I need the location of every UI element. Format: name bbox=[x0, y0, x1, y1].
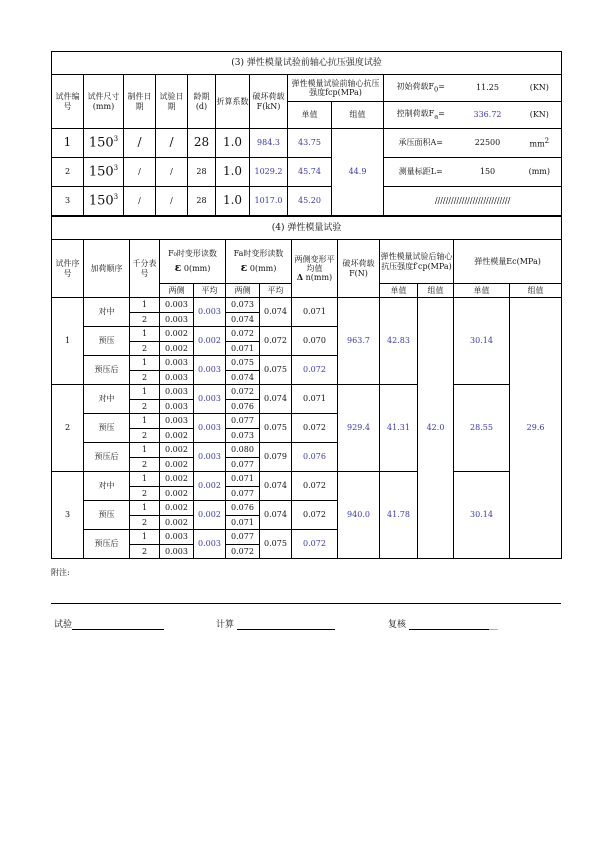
header-group: 组值 bbox=[510, 284, 562, 298]
fa-average: 0.074 bbox=[260, 472, 292, 501]
header-specimen-seq: 试件序号 bbox=[52, 240, 84, 298]
hatch-cell: //////////////////////////// bbox=[384, 187, 562, 216]
f0-reading: 0.002 bbox=[160, 472, 194, 487]
fa-reading: 0.074 bbox=[226, 312, 260, 327]
header-load: 破坏荷载F(kN) bbox=[250, 75, 288, 129]
header-factor: 折算系数 bbox=[216, 75, 250, 129]
post-strength-single: 42.83 bbox=[380, 298, 418, 385]
f0-reading: 0.003 bbox=[160, 298, 194, 313]
header-single: 单值 bbox=[288, 102, 332, 129]
init-load-unit: (KN) bbox=[518, 75, 562, 102]
calc-signature: 计算 bbox=[216, 617, 335, 630]
fa-reading: 0.072 bbox=[226, 385, 260, 400]
section4-body bbox=[52, 298, 562, 559]
header-load-seq: 加荷顺序 bbox=[84, 240, 130, 298]
f0-reading: 0.002 bbox=[160, 457, 194, 472]
f0-average: 0.002 bbox=[194, 501, 226, 530]
stage-name: 对中 bbox=[84, 472, 130, 501]
dial-no: 1 bbox=[130, 298, 160, 313]
header-size: 试件尺寸(mm) bbox=[84, 75, 124, 129]
f0-reading: 0.002 bbox=[160, 515, 194, 530]
fa-reading: 0.073 bbox=[226, 298, 260, 313]
table-row bbox=[52, 187, 562, 216]
dial-no: 1 bbox=[130, 501, 160, 516]
dial-no: 2 bbox=[130, 457, 160, 472]
row-factor: 1.0 bbox=[216, 129, 250, 158]
f0-average: 0.003 bbox=[194, 530, 226, 559]
fa-average: 0.075 bbox=[260, 414, 292, 443]
dial-no: 1 bbox=[130, 385, 160, 400]
fa-reading: 0.077 bbox=[226, 486, 260, 501]
specimen-no: 2 bbox=[52, 385, 84, 472]
row-single: 45.74 bbox=[288, 158, 332, 187]
header-avg: 平均 bbox=[194, 284, 226, 298]
f0-reading: 0.003 bbox=[160, 414, 194, 429]
stage-name: 对中 bbox=[84, 298, 130, 327]
f0-reading: 0.003 bbox=[160, 370, 194, 385]
f0-average: 0.003 bbox=[194, 443, 226, 472]
header-both-sides: 两侧 bbox=[226, 284, 260, 298]
modulus-single: 28.55 bbox=[454, 385, 510, 472]
f0-reading: 0.002 bbox=[160, 327, 194, 342]
dial-no: 2 bbox=[130, 515, 160, 530]
table-row bbox=[52, 158, 562, 187]
header-dial: 千分表号 bbox=[130, 240, 160, 298]
report-sheet bbox=[51, 51, 561, 559]
fa-reading: 0.072 bbox=[226, 327, 260, 342]
f0-reading: 0.003 bbox=[160, 530, 194, 545]
row-load: 984.3 bbox=[250, 129, 288, 158]
header-delta: 两侧变形平均值 Δ n(mm) bbox=[292, 240, 338, 298]
note-label: 附注: bbox=[51, 568, 70, 577]
header-test-date: 试验日期 bbox=[156, 75, 188, 129]
f0-reading: 0.003 bbox=[160, 544, 194, 559]
stage-name: 预压 bbox=[84, 414, 130, 443]
dial-no: 1 bbox=[130, 414, 160, 429]
failure-load: 963.7 bbox=[338, 298, 380, 385]
delta-average: 0.072 bbox=[292, 472, 338, 501]
header-avg: 平均 bbox=[260, 284, 292, 298]
row-test: / bbox=[156, 158, 188, 187]
modulus-single: 30.14 bbox=[454, 298, 510, 385]
ctrl-load-unit: (KN) bbox=[518, 102, 562, 129]
fa-reading: 0.074 bbox=[226, 370, 260, 385]
delta-average: 0.072 bbox=[292, 530, 338, 559]
dial-no: 2 bbox=[130, 399, 160, 414]
f0-average: 0.003 bbox=[194, 385, 226, 414]
stage-name: 预压后 bbox=[84, 356, 130, 385]
row-size: $150^3$ bbox=[84, 158, 124, 187]
row-made: / bbox=[124, 158, 156, 187]
row-age: 28 bbox=[188, 129, 216, 158]
fa-reading: 0.072 bbox=[226, 544, 260, 559]
fa-reading: 0.076 bbox=[226, 399, 260, 414]
row-test: / bbox=[156, 187, 188, 216]
header-made-date: 制件日期 bbox=[124, 75, 156, 129]
delta-average: 0.072 bbox=[292, 414, 338, 443]
stage-name: 预压后 bbox=[84, 530, 130, 559]
failure-load: 929.4 bbox=[338, 385, 380, 472]
f0-average: 0.002 bbox=[194, 327, 226, 356]
row-age: 28 bbox=[188, 187, 216, 216]
header-modulus: 弹性模量Ec(MPa) bbox=[454, 240, 562, 284]
delta-average: 0.071 bbox=[292, 385, 338, 414]
post-strength-single: 41.31 bbox=[380, 385, 418, 472]
f0-reading: 0.002 bbox=[160, 501, 194, 516]
fa-reading: 0.071 bbox=[226, 341, 260, 356]
stage-name: 预压后 bbox=[84, 443, 130, 472]
row-size: $150^3$ bbox=[84, 187, 124, 216]
gauge-value: 150 bbox=[458, 158, 518, 187]
group-strength: 44.9 bbox=[332, 129, 384, 216]
f0-reading: 0.003 bbox=[160, 356, 194, 371]
fa-reading: 0.076 bbox=[226, 501, 260, 516]
dial-no: 1 bbox=[130, 530, 160, 545]
row-age: 28 bbox=[188, 158, 216, 187]
header-strength: 弹性模量试验前轴心抗压强度fcp(MPa) bbox=[288, 75, 384, 102]
ctrl-load-value: 336.72 bbox=[458, 102, 518, 129]
delta-average: 0.070 bbox=[292, 327, 338, 356]
specimen-no: 1 bbox=[52, 298, 84, 385]
section3-table bbox=[51, 51, 562, 216]
fa-reading: 0.073 bbox=[226, 428, 260, 443]
dial-no: 2 bbox=[130, 428, 160, 443]
fa-average: 0.075 bbox=[260, 530, 292, 559]
fa-reading: 0.077 bbox=[226, 414, 260, 429]
f0-average: 0.003 bbox=[194, 298, 226, 327]
fa-reading: 0.071 bbox=[226, 472, 260, 487]
dial-no: 2 bbox=[130, 341, 160, 356]
gauge-unit: (mm) bbox=[518, 158, 562, 187]
f0-average: 0.002 bbox=[194, 472, 226, 501]
fa-reading: 0.077 bbox=[226, 457, 260, 472]
fa-average: 0.074 bbox=[260, 501, 292, 530]
stage-name: 预压 bbox=[84, 501, 130, 530]
row-load: 1029.2 bbox=[250, 158, 288, 187]
header-group: 组值 bbox=[332, 102, 384, 129]
dial-no: 2 bbox=[130, 370, 160, 385]
f0-reading: 0.002 bbox=[160, 486, 194, 501]
table-row bbox=[52, 298, 562, 313]
post-strength-group: 42.0 bbox=[418, 298, 454, 559]
init-load-label: 初始荷载$F_0=$ bbox=[384, 75, 458, 102]
fa-average: 0.074 bbox=[260, 298, 292, 327]
row-single: 43.75 bbox=[288, 129, 332, 158]
failure-load: 940.0 bbox=[338, 472, 380, 559]
ctrl-load-label: 控制荷载$F_a=$ bbox=[384, 102, 458, 129]
review-signature: 复核 __ bbox=[388, 620, 498, 630]
dial-no: 2 bbox=[130, 312, 160, 327]
row-factor: 1.0 bbox=[216, 158, 250, 187]
fa-average: 0.075 bbox=[260, 356, 292, 385]
header-age: 龄期(d) bbox=[188, 75, 216, 129]
dial-no: 1 bbox=[130, 443, 160, 458]
row-no: 1 bbox=[52, 129, 84, 158]
tester-signature: 试验 bbox=[54, 617, 164, 630]
area-unit: mm2 bbox=[518, 129, 562, 158]
table-row bbox=[52, 472, 562, 487]
row-factor: 1.0 bbox=[216, 187, 250, 216]
header-specimen-no: 试件编号 bbox=[52, 75, 84, 129]
post-strength-single: 41.78 bbox=[380, 472, 418, 559]
f0-reading: 0.003 bbox=[160, 312, 194, 327]
dial-no: 1 bbox=[130, 327, 160, 342]
f0-reading: 0.002 bbox=[160, 341, 194, 356]
header-both-sides: 两侧 bbox=[160, 284, 194, 298]
table-row bbox=[52, 385, 562, 400]
header-group: 组值 bbox=[418, 284, 454, 298]
fa-average: 0.079 bbox=[260, 443, 292, 472]
row-test: / bbox=[156, 129, 188, 158]
stage-name: 预压 bbox=[84, 327, 130, 356]
footer-rule bbox=[51, 603, 561, 604]
header-single: 单值 bbox=[454, 284, 510, 298]
stage-name: 对中 bbox=[84, 385, 130, 414]
f0-reading: 0.003 bbox=[160, 399, 194, 414]
section4-table bbox=[51, 216, 562, 559]
row-size: $150^3$ bbox=[84, 129, 124, 158]
row-made: / bbox=[124, 187, 156, 216]
delta-average: 0.072 bbox=[292, 501, 338, 530]
header-f0-read: F₀时变形读数 ε 0(mm) bbox=[160, 240, 226, 284]
fa-reading: 0.075 bbox=[226, 356, 260, 371]
header-single: 单值 bbox=[380, 284, 418, 298]
f0-reading: 0.003 bbox=[160, 385, 194, 400]
f0-reading: 0.002 bbox=[160, 428, 194, 443]
dial-no: 2 bbox=[130, 486, 160, 501]
f0-average: 0.003 bbox=[194, 356, 226, 385]
area-value: 22500 bbox=[458, 129, 518, 158]
area-label: 承压面积A= bbox=[384, 129, 458, 158]
specimen-no: 3 bbox=[52, 472, 84, 559]
delta-average: 0.071 bbox=[292, 298, 338, 327]
f0-reading: 0.002 bbox=[160, 443, 194, 458]
f0-average: 0.003 bbox=[194, 414, 226, 443]
dial-no: 1 bbox=[130, 472, 160, 487]
delta-average: 0.072 bbox=[292, 356, 338, 385]
fa-reading: 0.077 bbox=[226, 530, 260, 545]
section3-title: (3) 弹性模量试验前轴心抗压强度试验 bbox=[52, 52, 562, 75]
row-made: / bbox=[124, 129, 156, 158]
row-no: 2 bbox=[52, 158, 84, 187]
row-no: 3 bbox=[52, 187, 84, 216]
section4-title: (4) 弹性模量试验 bbox=[52, 217, 562, 240]
table-row bbox=[52, 129, 562, 158]
fa-reading: 0.080 bbox=[226, 443, 260, 458]
row-load: 1017.0 bbox=[250, 187, 288, 216]
modulus-single: 30.14 bbox=[454, 472, 510, 559]
dial-no: 2 bbox=[130, 544, 160, 559]
row-single: 45.20 bbox=[288, 187, 332, 216]
fa-reading: 0.071 bbox=[226, 515, 260, 530]
header-load-n: 破坏荷载F(N) bbox=[338, 240, 380, 298]
header-post-strength: 弹性模量试验后轴心抗压强度f′cp(MPa) bbox=[380, 240, 454, 284]
modulus-group: 29.6 bbox=[510, 298, 562, 559]
dial-no: 1 bbox=[130, 356, 160, 371]
delta-average: 0.076 bbox=[292, 443, 338, 472]
gauge-label: 测量标距L= bbox=[384, 158, 458, 187]
fa-average: 0.072 bbox=[260, 327, 292, 356]
header-fa-read: Fa时变形读数 ε 0(mm) bbox=[226, 240, 292, 284]
fa-average: 0.074 bbox=[260, 385, 292, 414]
init-load-value: 11.25 bbox=[458, 75, 518, 102]
